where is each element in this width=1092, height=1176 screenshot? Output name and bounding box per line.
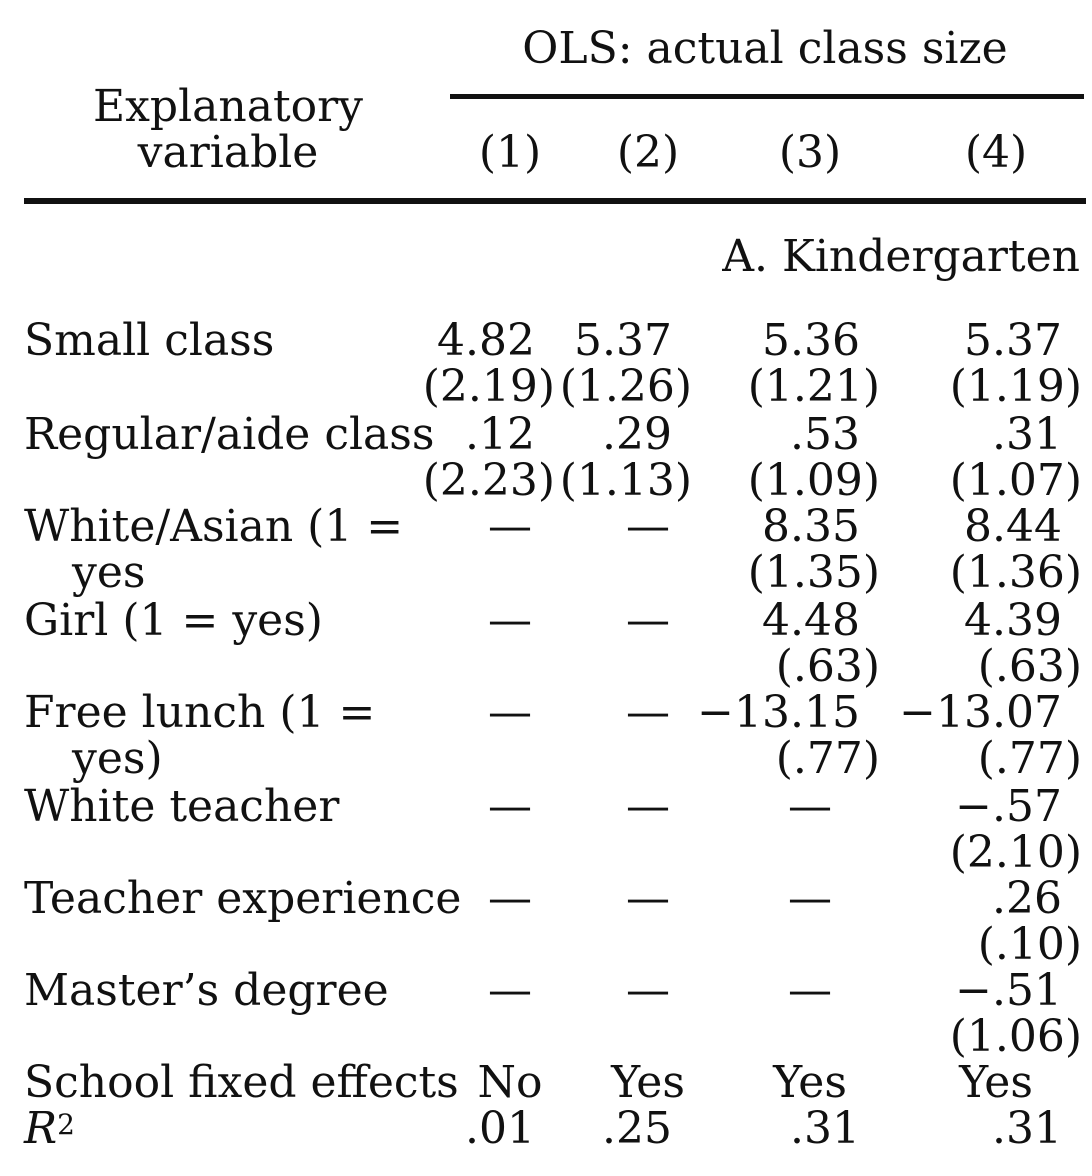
row-label: Free lunch (1 = (24, 687, 376, 738)
row-label: Regular/aide class (24, 409, 435, 460)
coefficient-dash: — (788, 873, 832, 924)
column-header-4: (4) (964, 127, 1028, 178)
r-squared-exponent: 2 (57, 1108, 75, 1141)
coefficient-dash: — (488, 965, 532, 1016)
standard-error-value: (1.06) (949, 1011, 1082, 1062)
row-label: Teacher experience (24, 873, 462, 924)
standard-error-value: (.77) (775, 733, 880, 784)
coefficient-value: −.51 (955, 965, 1062, 1016)
fixed-effects-value: Yes (959, 1057, 1033, 1108)
standard-error-value: (.77) (977, 733, 1082, 784)
coefficient-value: .12 (465, 409, 535, 460)
fixed-effects-value: Yes (773, 1057, 847, 1108)
row-label-continued: yes (72, 547, 146, 598)
group-title: OLS: actual class size (522, 23, 1008, 74)
stub-header-line2: variable (137, 127, 319, 178)
fixed-effects-value: No (477, 1057, 543, 1108)
r-squared-value: .01 (465, 1103, 535, 1154)
coefficient-dash: — (626, 595, 670, 646)
coefficient-value: 4.82 (437, 315, 535, 366)
r-squared-value: .31 (992, 1103, 1062, 1154)
coefficient-value: 4.48 (762, 595, 860, 646)
standard-error-value: (1.35) (747, 547, 880, 598)
stub-header-line1: Explanatory (92, 81, 364, 132)
standard-error-value: (.10) (977, 919, 1082, 970)
coefficient-value: 8.35 (762, 501, 860, 552)
row-label: Master’s degree (24, 965, 389, 1016)
panel-label: A. Kindergarten (722, 231, 1080, 282)
coefficient-dash: — (626, 781, 670, 832)
coefficient-dash: — (488, 687, 532, 738)
column-header-2: (2) (616, 127, 680, 178)
coefficient-value: −.57 (955, 781, 1062, 832)
row-label: Small class (24, 315, 275, 366)
coefficient-dash: — (626, 501, 670, 552)
coefficient-value: 8.44 (964, 501, 1062, 552)
standard-error-value: (1.13) (559, 455, 692, 506)
coefficient-dash: — (488, 781, 532, 832)
standard-error-value: (1.21) (747, 361, 880, 412)
standard-error-value: (.63) (775, 641, 880, 692)
coefficient-dash: — (788, 781, 832, 832)
coefficient-value: .53 (790, 409, 860, 460)
coefficient-value: 5.36 (762, 315, 860, 366)
standard-error-value: (2.19) (422, 361, 555, 412)
column-header-3: (3) (778, 127, 842, 178)
r-squared-label (24, 1103, 75, 1154)
fixed-effects-value: Yes (611, 1057, 685, 1108)
coefficient-dash: — (626, 965, 670, 1016)
coefficient-value: .29 (602, 409, 672, 460)
coefficient-value: 5.37 (574, 315, 672, 366)
row-label-continued: yes) (72, 733, 163, 784)
standard-error-value: (1.26) (559, 361, 692, 412)
column-header-1: (1) (478, 127, 542, 178)
coefficient-value: .31 (992, 409, 1062, 460)
standard-error-value: (2.10) (949, 827, 1082, 878)
coefficient-value: −13.07 (899, 687, 1062, 738)
row-label: Girl (1 = yes) (24, 595, 323, 646)
r-squared-symbol: R (24, 1103, 58, 1154)
standard-error-value: (1.19) (949, 361, 1082, 412)
coefficient-value: 4.39 (964, 595, 1062, 646)
standard-error-value: (1.07) (949, 455, 1082, 506)
coefficient-dash: — (488, 873, 532, 924)
coefficient-dash: — (626, 873, 670, 924)
row-label: White teacher (24, 781, 340, 832)
standard-error-value: (1.09) (747, 455, 880, 506)
fixed-effects-label: School fixed effects (24, 1057, 459, 1108)
standard-error-value: (.63) (977, 641, 1082, 692)
coefficient-value: −13.15 (697, 687, 860, 738)
coefficient-value: 5.37 (964, 315, 1062, 366)
group-rule (450, 94, 1084, 99)
header-rule (24, 198, 1086, 204)
standard-error-value: (2.23) (422, 455, 555, 506)
coefficient-dash: — (488, 595, 532, 646)
coefficient-dash: — (626, 687, 670, 738)
r-squared-value: .31 (790, 1103, 860, 1154)
coefficient-dash: — (788, 965, 832, 1016)
coefficient-value: .26 (992, 873, 1062, 924)
row-label: White/Asian (1 = (24, 501, 404, 552)
standard-error-value: (1.36) (949, 547, 1082, 598)
coefficient-dash: — (488, 501, 532, 552)
r-squared-value: .25 (602, 1103, 672, 1154)
